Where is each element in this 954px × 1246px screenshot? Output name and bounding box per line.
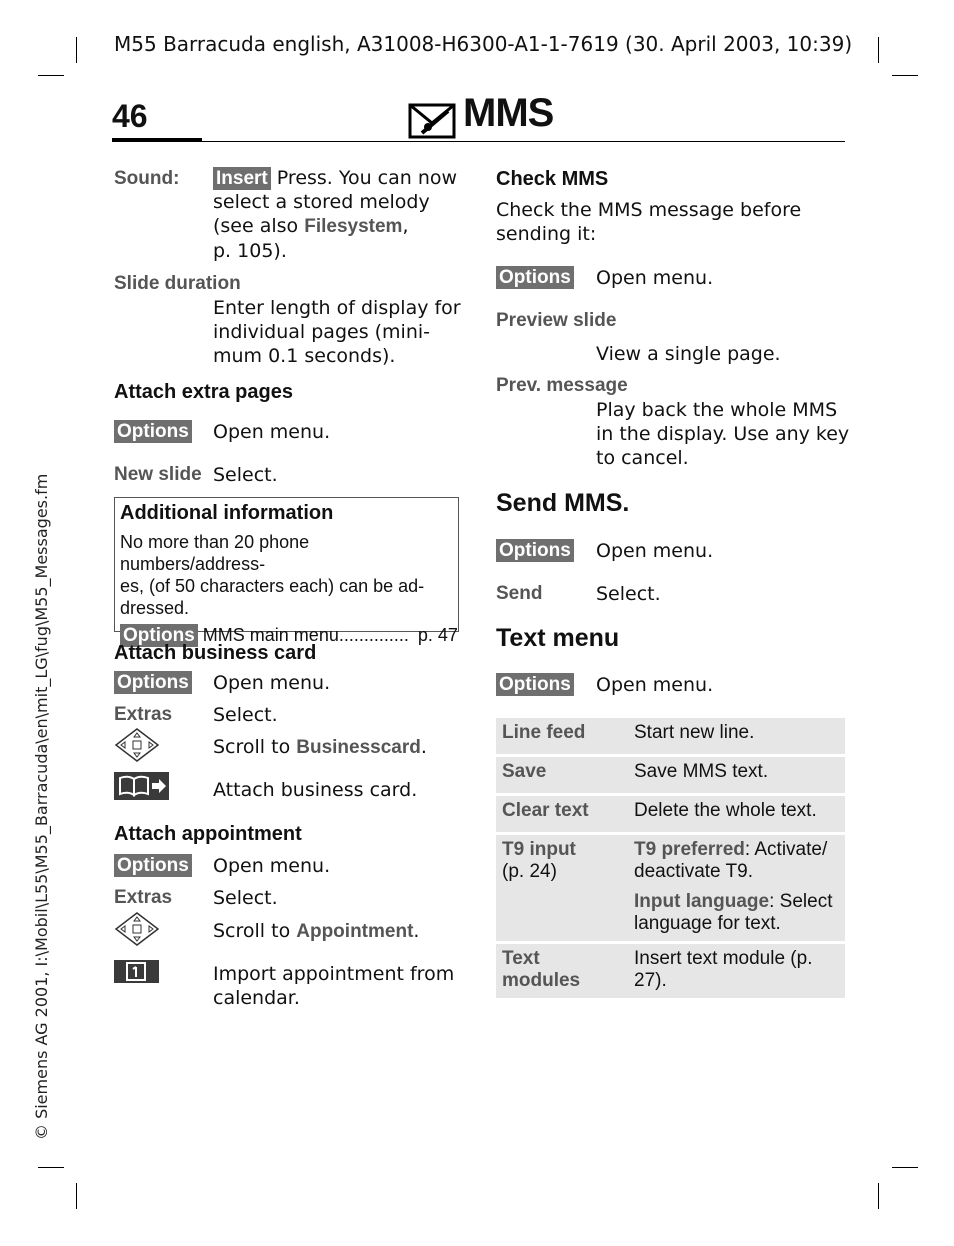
slide-duration-key: Slide duration [114, 273, 241, 294]
scroll-to-businesscard: Scroll to Businesscard. [213, 736, 427, 758]
crop-mark [892, 1167, 918, 1168]
text-menu-table [496, 715, 845, 1001]
import-appointment-text: Import appointment from calendar. [213, 963, 455, 1009]
extras-key[interactable]: Extras [114, 887, 173, 908]
filesystem-link[interactable]: Filesystem [304, 216, 403, 237]
calendar-icon [114, 960, 159, 983]
crop-mark [892, 75, 918, 76]
crop-mark [76, 1183, 77, 1209]
save-key[interactable]: Save [496, 757, 618, 793]
doc-info: M55 Barracuda english, A31008-H6300-A1-1-7619 (30. April 2003, 10:39) [114, 32, 853, 56]
open-menu-text: Open menu. [213, 672, 331, 694]
scroll-to-appointment: Scroll to Appointment. [213, 920, 420, 942]
open-menu-text: Open menu. [596, 267, 714, 289]
table-row: Clear text Delete the whole text. [496, 796, 845, 832]
info-title: Additional information [120, 502, 334, 524]
send-mms-heading: Send MMS. [496, 489, 630, 517]
crop-mark [76, 37, 77, 63]
open-menu-text: Open menu. [596, 674, 714, 696]
text-menu-heading: Text menu [496, 624, 620, 652]
prev-message-text: Play back the whole MMS in the display. Use any key to cancel. [596, 399, 850, 469]
table-row: Line feed Start new line. [496, 718, 845, 754]
info-text: No more than 20 phone numbers/address- es, (of 50 characters each) can be ad- dressed. [120, 532, 425, 618]
navigation-key-icon [114, 911, 160, 947]
crop-mark [878, 37, 879, 63]
clear-text-key[interactable]: Clear text [496, 796, 618, 832]
options-softkey[interactable]: Options [496, 266, 574, 289]
insert-softkey[interactable]: Insert [213, 167, 271, 190]
preview-slide-key[interactable]: Preview slide [496, 310, 617, 331]
sound-description: Insert Press. You can now select a stored melody (see also Filesystem, p. 105). [213, 167, 458, 262]
send-key[interactable]: Send [496, 583, 543, 604]
page-number: 46 [112, 98, 148, 134]
attach-pages-heading: Attach extra pages [114, 381, 293, 403]
crop-mark [38, 1167, 64, 1168]
t9-preferred-option[interactable]: T9 preferred [634, 839, 745, 860]
info-ref-label: MMS main menu [202, 625, 339, 645]
table-row: T9 input (p. 24) T9 preferred: Activate/ deactivate T9. Input language: Select language for text. [496, 835, 845, 941]
slide-duration-description: Enter length of display for individual pages (mini- mum 0.1 seconds). [213, 297, 461, 367]
preview-slide-text: View a single page. [596, 343, 781, 365]
options-softkey[interactable]: Options [114, 671, 192, 694]
open-menu-text: Open menu. [596, 540, 714, 562]
navigation-key-icon [114, 727, 160, 763]
extras-key[interactable]: Extras [114, 704, 173, 725]
select-text: Select. [213, 704, 278, 726]
open-menu-text: Open menu. [213, 855, 331, 877]
check-mms-heading: Check MMS [496, 168, 609, 190]
text-modules-key[interactable]: Text modules [496, 944, 618, 998]
new-slide-key[interactable]: New slide [114, 464, 202, 485]
select-text: Select. [596, 583, 661, 605]
sound-key: Sound: [114, 168, 180, 189]
open-menu-text: Open menu. [213, 421, 331, 443]
attach-business-text: Attach business card. [213, 779, 418, 801]
select-text: Select. [213, 464, 278, 486]
info-ref-page[interactable]: p. 47 [417, 625, 458, 645]
attach-appointment-heading: Attach appointment [114, 823, 302, 845]
options-softkey[interactable]: Options [496, 539, 574, 562]
envelope-icon [408, 101, 456, 139]
prev-message-key[interactable]: Prev. message [496, 375, 628, 396]
table-row: Save Save MMS text. [496, 757, 845, 793]
table-row: Text modules Insert text module (p. 27). [496, 944, 845, 998]
input-language-option[interactable]: Input language [634, 891, 770, 912]
options-softkey[interactable]: Options [496, 673, 574, 696]
side-file-path: © Siemens AG 2001, I:\Mobil\L55\M55_Barracuda\en\mit_LG\fug\M55_Messages.fm [32, 473, 51, 1140]
additional-info-box: Additional information No more than 20 phone numbers/address- es, (of 50 characters each) can be ad- dressed. Options MMS main menu.............. p. 47 [114, 497, 459, 632]
header-rule [112, 141, 845, 142]
section-title: MMS [463, 91, 554, 135]
crop-mark [878, 1183, 879, 1209]
info-options-softkey[interactable]: Options [120, 624, 198, 647]
business-card-heading: Attach business card [114, 642, 317, 664]
select-text: Select. [213, 887, 278, 909]
t9-input-key[interactable]: T9 input [502, 839, 576, 860]
check-mms-text: Check the MMS message before sending it: [496, 199, 802, 245]
line-feed-key[interactable]: Line feed [496, 718, 618, 754]
options-softkey[interactable]: Options [114, 854, 192, 877]
options-softkey[interactable]: Options [114, 420, 192, 443]
crop-mark [38, 75, 64, 76]
business-card-icon [114, 772, 169, 800]
